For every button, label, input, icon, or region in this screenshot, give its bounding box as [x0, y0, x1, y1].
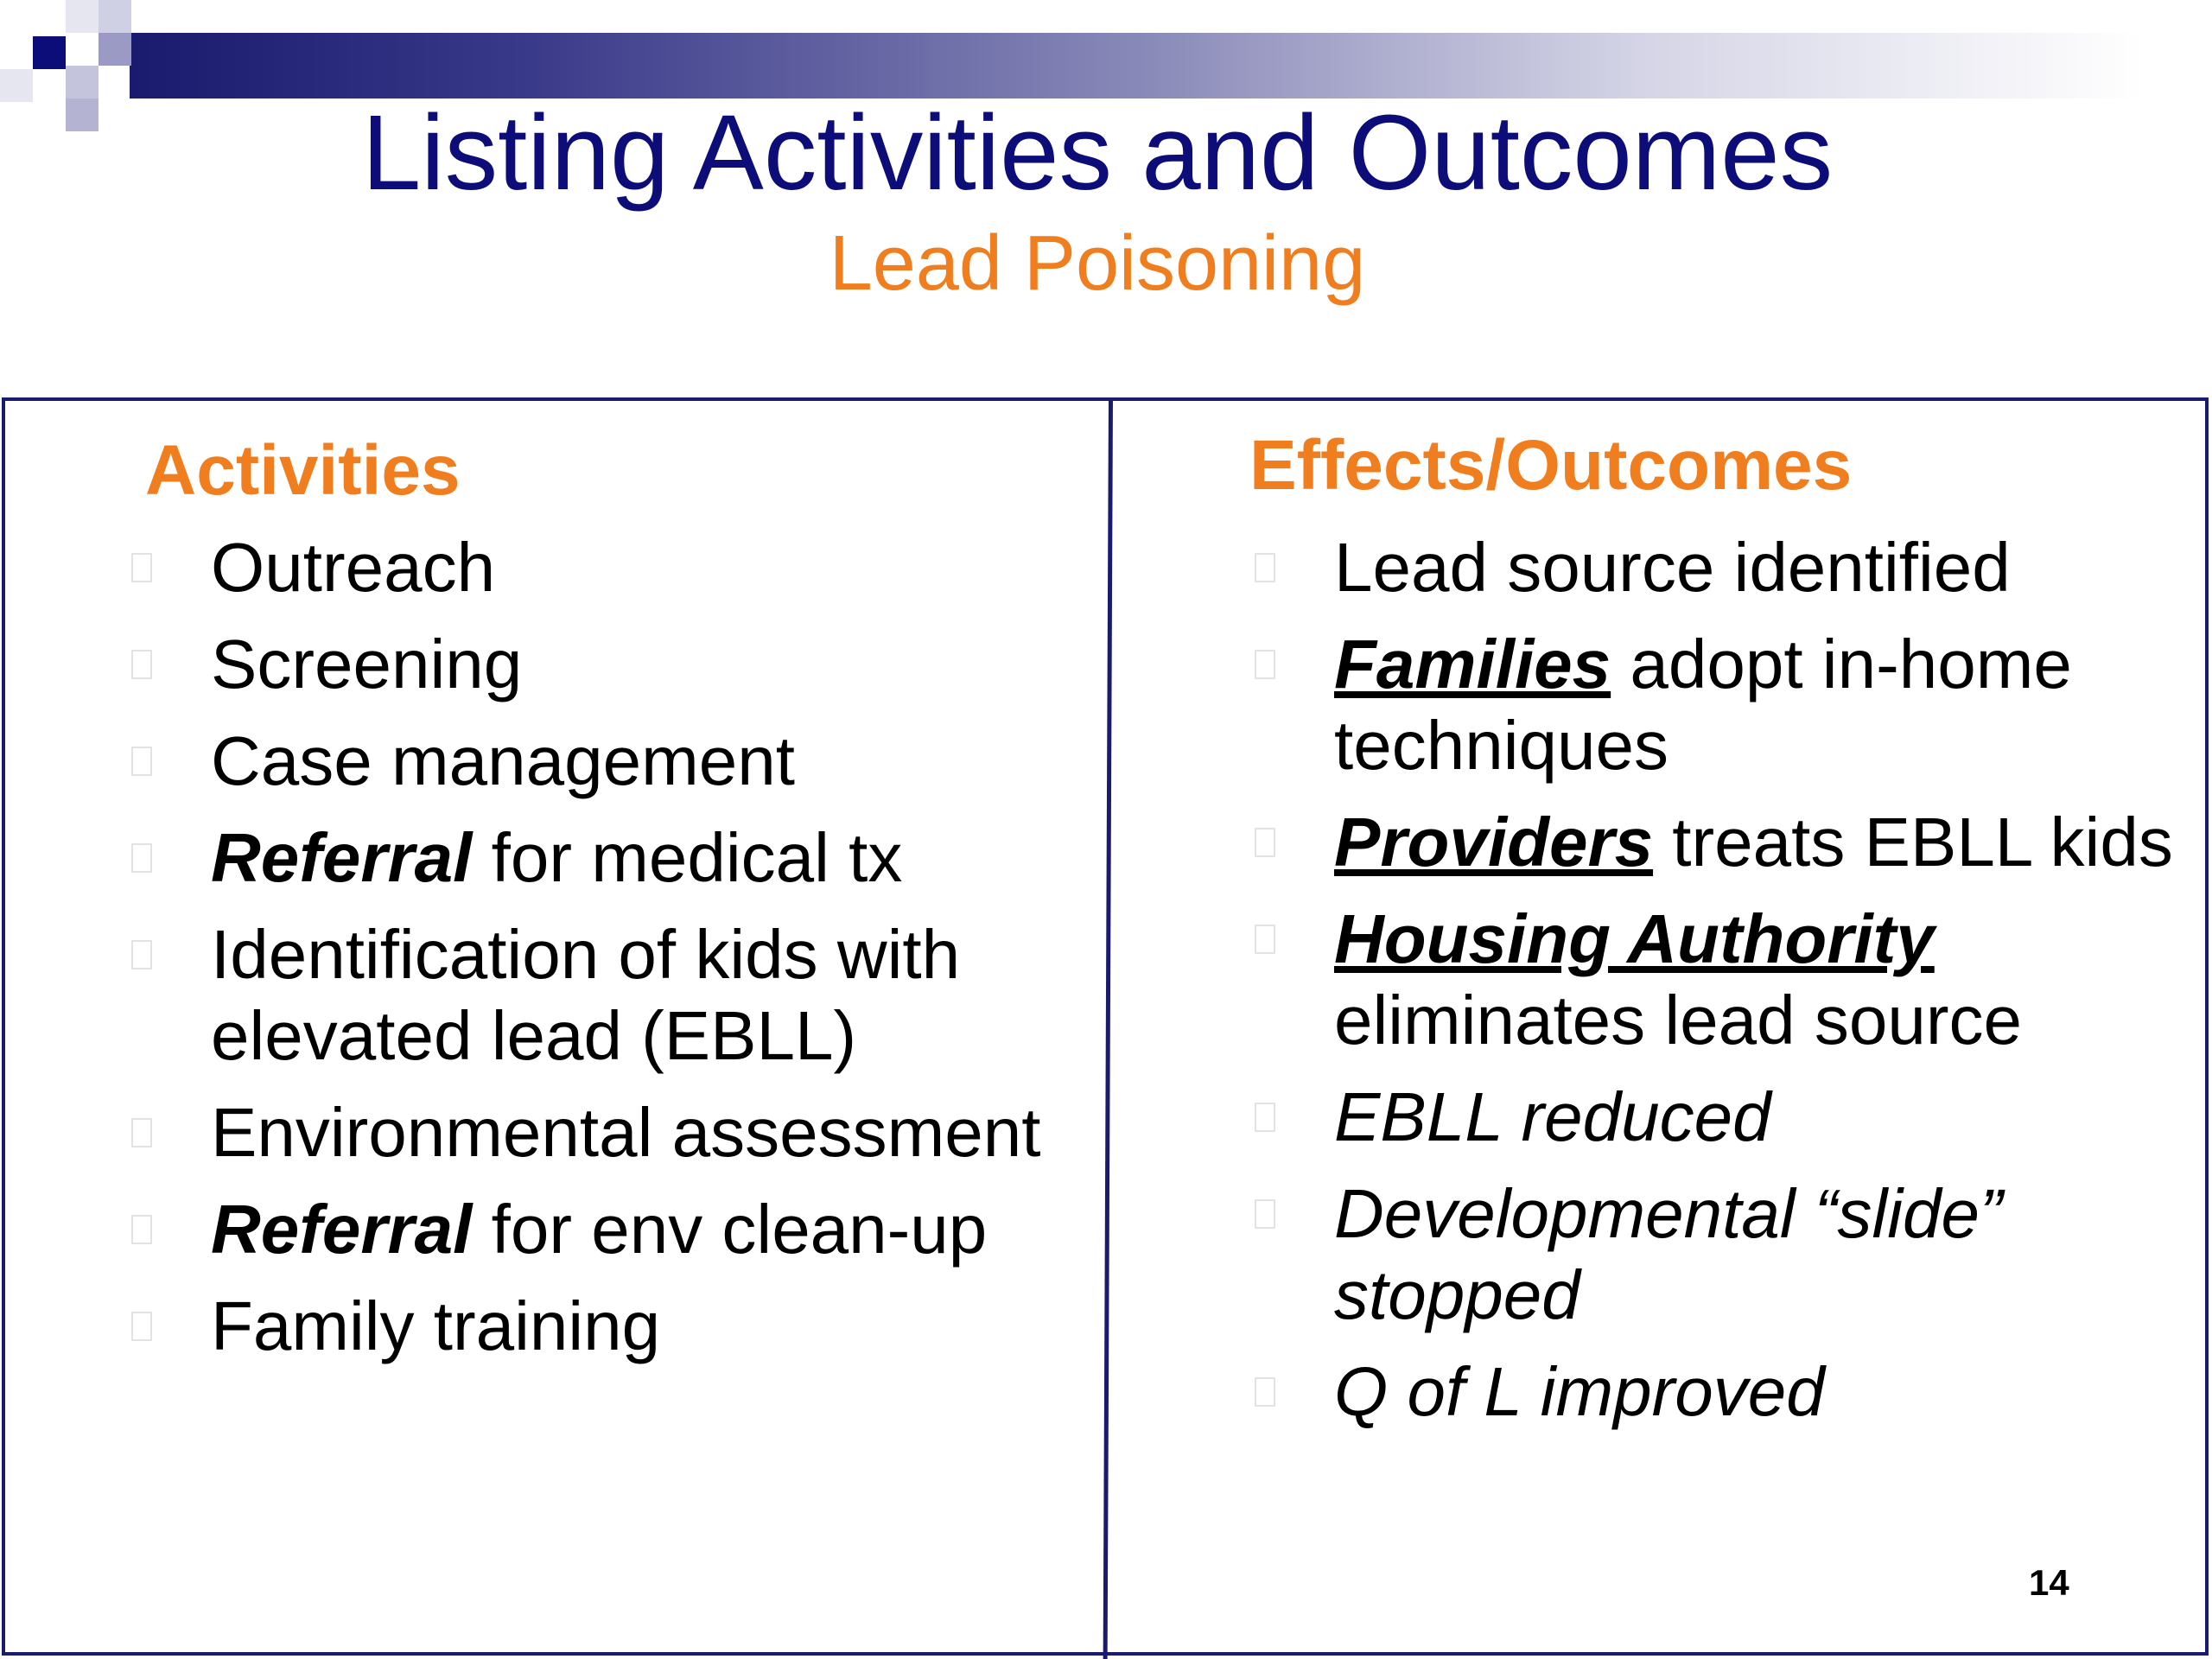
bullet-box-icon — [131, 1118, 152, 1147]
list-item: Screening — [131, 624, 1082, 705]
list-item: Developmental “slide” stopped — [1255, 1173, 2196, 1336]
list-item: Housing Authority eliminates lead source — [1255, 899, 2196, 1061]
bullet-box-icon — [1255, 925, 1275, 954]
activities-list — [131, 527, 1082, 1382]
bullet-box-icon — [131, 1215, 152, 1244]
decor-square — [99, 33, 131, 66]
bullet-box-icon — [1255, 1199, 1275, 1229]
bullet-box-icon — [1255, 828, 1275, 857]
bullet-box-icon — [131, 553, 152, 582]
list-item: Referral for medical tx — [131, 817, 1082, 899]
list-item: Outreach — [131, 527, 1082, 608]
slide-title: Listing Activities and Outcomes — [361, 94, 1834, 213]
decor-square — [66, 0, 99, 33]
bullet-box-icon — [131, 650, 152, 679]
list-item: Case management — [131, 721, 1082, 802]
bullet-box-icon — [131, 1312, 152, 1341]
slide-subtitle: Lead Poisoning — [829, 220, 1366, 307]
bullet-box-icon — [131, 940, 152, 969]
bullet-box-icon — [1255, 650, 1275, 679]
list-item: Environmental assessment — [131, 1092, 1082, 1173]
outcomes-heading: Effects/Outcomes — [1249, 426, 1853, 505]
page-number: 14 — [2029, 1562, 2069, 1603]
list-item: Family training — [131, 1286, 1082, 1367]
list-item: EBLL reduced — [1255, 1077, 2196, 1158]
header-gradient-bar — [130, 33, 2143, 99]
bullet-box-icon — [131, 747, 152, 776]
decor-square — [99, 0, 131, 33]
list-item: Identification of kids with elevated lead (EBLL) — [131, 914, 1082, 1077]
list-item: Families adopt in-home techniques — [1255, 624, 2196, 786]
bullet-box-icon — [1255, 553, 1275, 582]
outcomes-list — [1255, 527, 2196, 1448]
list-item: Referral for env clean-up — [131, 1189, 1082, 1270]
bullet-box-icon — [131, 843, 152, 873]
bullet-box-icon — [1255, 1377, 1275, 1407]
list-item: Lead source identified — [1255, 527, 2196, 608]
list-item: Q of L improved — [1255, 1351, 2196, 1433]
list-item: Providers treats EBLL kids — [1255, 802, 2196, 883]
decor-square — [33, 36, 66, 69]
activities-heading: Activities — [145, 431, 461, 510]
bullet-box-icon — [1255, 1103, 1275, 1132]
